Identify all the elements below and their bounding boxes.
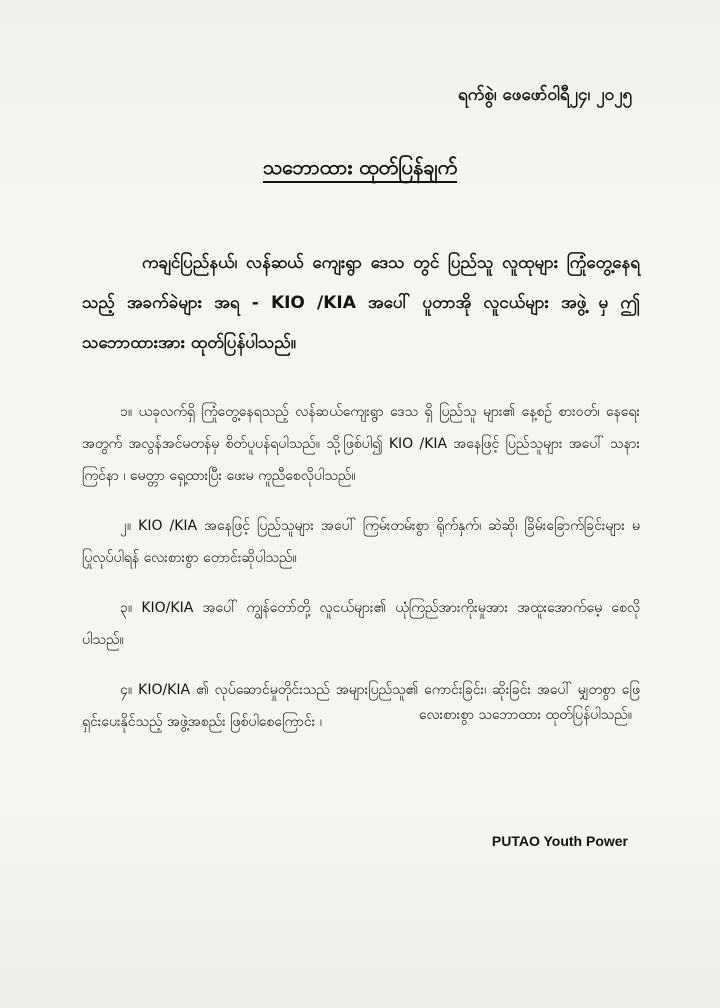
document-title-wrap [0, 154, 720, 184]
statement-point-1: ၁။ ယခုလက်ရှိ ကြုံတွေ့နေရသည့် လန်ဆယ်ကျေးရွာ ဒေသ ရှိ ပြည်သူ များ၏ နေ့စဉ် စားဝတ်၊ နေရေး အတွက် အလွန်အင်မတန်မှ စိတ်ပူပန်ရပါသည်။ သို့ဖြစ်ပါ၍ KIO /KIA အနေဖြင့် ပြည်သူများ အပေါ် သနားကြင်နာ ၊ မေတ္တာ ရှေ့ထားပြီး ဖေးမ ကူညီစေလိုပါသည်။ [82, 404, 640, 484]
document-date: ရက်စွဲ၊ ဖေဖော်ဝါရီ၂၄၊ ၂၀၂၅ [457, 85, 632, 105]
statement-point-4: ၄။ KIO/KIA ၏ လုပ်ဆောင်မှုတိုင်းသည် အများပြည်သူ၏ ကောင်းခြင်း၊ ဆိုးခြင်း အပေါ် မျှတစွာ ဖြေရှင်းပေးနိုင်သည့် အဖွဲ့အစည်း ဖြစ်ပါစေကြောင်း ၊ [82, 682, 640, 730]
statement-points [82, 396, 640, 756]
statement-point-3: ၃။ KIO/KIA အပေါ် ကျွန်တော်တို့ လူငယ်များ၏ ယုံကြည်အားကိုးမှုအား အထူးအောက်မေ့ စေလိုပါသည်။ [82, 600, 640, 648]
statement-point-2: ၂။ KIO /KIA အနေဖြင့် ပြည်သူများ အပေါ် ကြမ်းတမ်းစွာ ရိုက်နှက်၊ ဆဲဆို၊ ခြိမ်းခြောက်ခြင်းများ မပြုလုပ်ပါရန် လေးစားစွာ တောင်းဆိုပါသည်။ [82, 518, 640, 566]
document-title: သဘောထား ထုတ်ပြန်ချက် [263, 155, 457, 183]
closing-line: လေးစားစွာ သဘောထား ထုတ်ပြန်ပါသည်။ [418, 707, 632, 723]
signature: PUTAO Youth Power [491, 833, 628, 849]
intro-paragraph: ကချင်ပြည်နယ်၊ လန်ဆယ် ကျေးရွာ ဒေသ တွင် ပြည်သူ လူထုများ ကြုံတွေ့နေရသည့် အခက်ခဲများ အရ - KIO /KIA အပေါ် ပူတာအို လူငယ်များ အဖွဲ့ မှ ဤ သဘောထားအား ထုတ်ပြန်ပါသည်။ [82, 253, 640, 353]
